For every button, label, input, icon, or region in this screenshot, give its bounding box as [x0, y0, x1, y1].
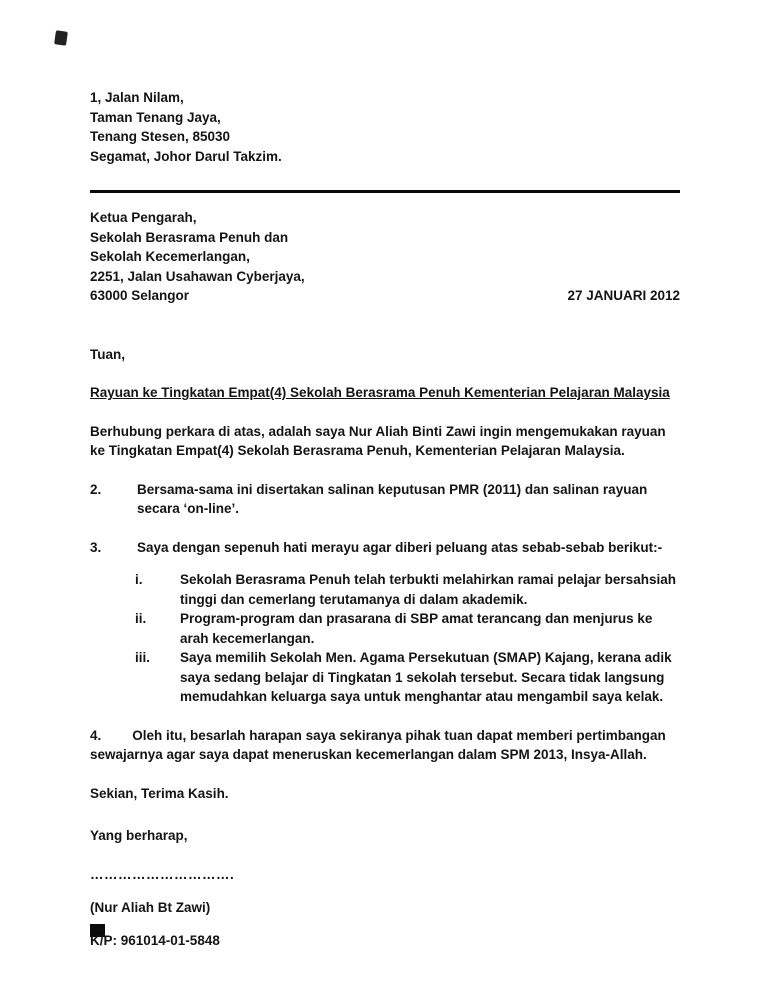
reason-text: Program-program dan prasarana di SBP amat terancang dan menjurus ke arah kecemerlangan.: [180, 611, 653, 646]
paragraph-4: [90, 726, 680, 765]
reason-number: i.: [135, 572, 143, 587]
recipient-line: 63000 Selangor: [90, 288, 190, 303]
paragraph-text: Bersama-sama ini disertakan salinan keputusan PMR (2011) dan salinan rayuan secara ‘on-line’.: [137, 481, 648, 516]
paragraph-2: [90, 480, 680, 519]
subject-line: Rayuan ke Tingkatan Empat(4) Sekolah Berasrama Penuh Kementerian Pelajaran Malaysia: [90, 385, 670, 400]
reason-list: [90, 570, 680, 707]
sender-address-line: Tenang Stesen, 85030: [90, 129, 231, 144]
signature-block: [90, 865, 680, 951]
sign-off: Yang berharap,: [90, 828, 188, 843]
closing-line: Sekian, Terima Kasih.: [90, 785, 229, 801]
paragraph-text: Saya dengan sepenuh hati merayu agar diberi peluang atas sebab-sebab berikut:-: [137, 539, 663, 555]
paragraph-intro: Berhubung perkara di atas, adalah saya Nur Aliah Binti Zawi ingin mengemukakan rayuan ke Tingkatan Empat(4) Sekolah Berasrama Penuh, Kementerian Pelajaran Malaysia.: [90, 423, 666, 458]
paragraph-text: Oleh itu, besarlah harapan saya sekiranya pihak tuan dapat memberi pertimbangan sewajarnya agar saya dapat meneruskan kecemerlangan dalam SPM 2013, Insya-Allah.: [90, 727, 666, 762]
sender-address-line: 1, Jalan Nilam,: [90, 90, 184, 105]
paragraph-number: 2.: [90, 481, 102, 497]
signature-dots: ………………………….: [90, 866, 235, 882]
reason-item-iii: [135, 648, 680, 707]
salutation: Tuan,: [90, 346, 125, 362]
recipient-line: Sekolah Kecemerlangan,: [90, 249, 250, 264]
reason-number: ii.: [135, 611, 147, 626]
recipient-line: Ketua Pengarah,: [90, 210, 197, 225]
reason-item-ii: [135, 609, 680, 648]
recipient-date-row: [90, 286, 680, 306]
reason-text: Sekolah Berasrama Penuh telah terbukti melahirkan ramai pelajar bersahsiah tinggi dan cemerlang terutamanya di dalam akademik.: [180, 572, 676, 607]
scan-artifact-top: [54, 30, 68, 46]
divider-rule: [90, 190, 680, 193]
reason-text: Saya memilih Sekolah Men. Agama Persekutuan (SMAP) Kajang, kerana adik saya sedang belajar di Tingkatan 1 sekolah tersebut. Secara tidak langsung memudahkan keluarga saya untuk menghantar atau mengambil saya kelak.: [180, 650, 672, 704]
recipient-address: [90, 208, 680, 306]
sender-address-line: Taman Tenang Jaya,: [90, 109, 221, 125]
signature-ic-number: K/P: 961014-01-5848: [90, 932, 220, 948]
letter-content: [90, 88, 680, 964]
sender-address-line: Segamat, Johor Darul Takzim.: [90, 148, 282, 164]
letter-date: 27 JANUARI 2012: [567, 288, 680, 303]
reason-number: iii.: [135, 650, 151, 665]
recipient-line: 2251, Jalan Usahawan Cyberjaya,: [90, 268, 305, 284]
signature-name: (Nur Aliah Bt Zawi): [90, 899, 211, 915]
paragraph-number: 3.: [90, 539, 102, 555]
paragraph-number: 4.: [90, 727, 102, 743]
reason-item-i: [135, 570, 680, 609]
paragraph-3: [90, 538, 680, 558]
sender-address: [90, 88, 680, 166]
recipient-line: Sekolah Berasrama Penuh dan: [90, 229, 289, 245]
